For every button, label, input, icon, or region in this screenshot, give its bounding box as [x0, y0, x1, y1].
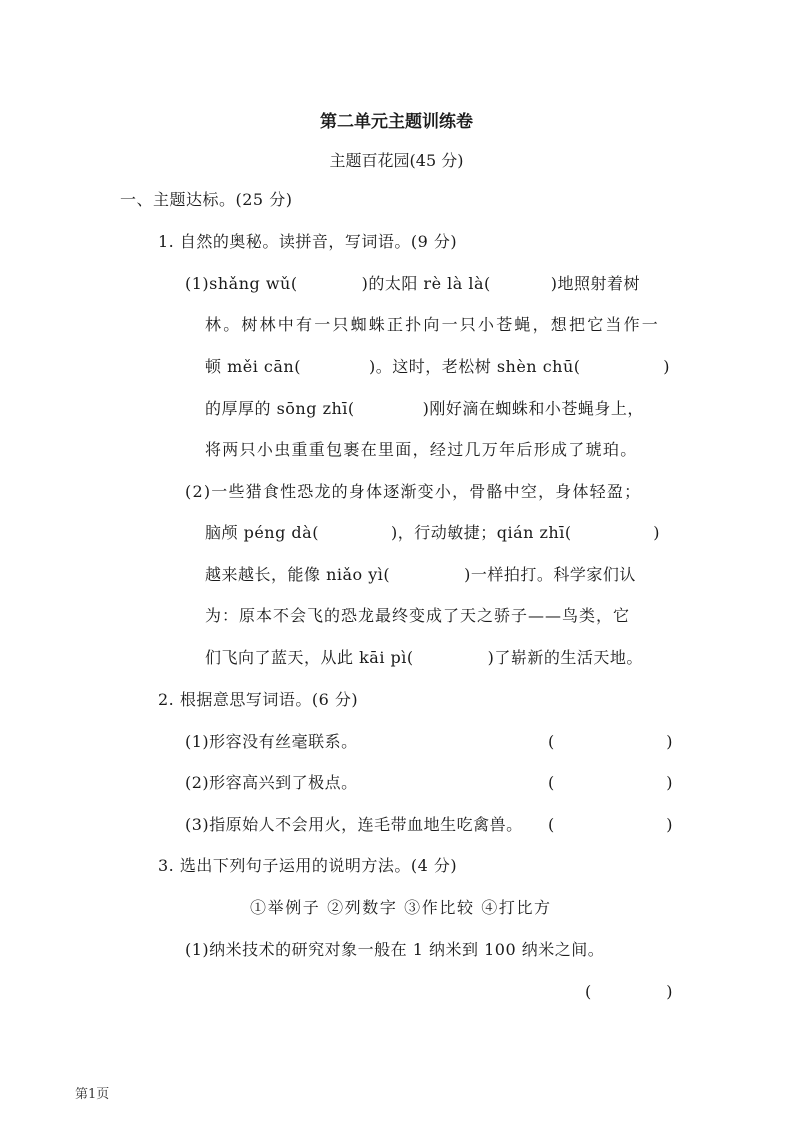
text: )的太阳 rè là là( [361, 274, 491, 293]
q1-p1-line5: 将两只小虫重重包裹在里面，经过几万年后形成了琥珀。 [205, 440, 638, 459]
text: ) [666, 732, 673, 751]
q3-item-text: (1)纳米技术的研究对象一般在 1 纳米到 100 纳米之间。 [185, 940, 605, 959]
text: ) [663, 357, 670, 376]
text: ) [666, 815, 673, 834]
text: )了崭新的生活天地。 [487, 648, 643, 667]
text: )刚好滴在蜘蛛和小苍蝇身上， [422, 399, 644, 418]
text: 顿 měi cān( [205, 357, 301, 376]
text: ) [653, 523, 660, 542]
page-title: 第二单元主题训练卷 [320, 112, 473, 132]
question-1-heading: 1. 自然的奥秘。读拼音，写词语。(9 分) [158, 232, 458, 251]
text: )，行动敏捷；qián zhī( [390, 523, 572, 542]
q1-p2-line3 [205, 565, 636, 585]
text: ( [585, 982, 592, 1001]
text: )。这时，老松树 shèn chū( [368, 357, 581, 376]
q1-p1-line1 [185, 274, 640, 294]
text: ( [548, 732, 555, 751]
text: )一样拍打。科学家们认 [464, 565, 636, 584]
q1-p2-line5 [205, 648, 643, 668]
q2-item [185, 815, 673, 835]
q2-item [185, 732, 673, 752]
page-subtitle: 主题百花园(45 分) [329, 151, 464, 170]
q3-item-answer [585, 982, 673, 1002]
text: ( [548, 773, 555, 792]
q1-p2-line4: 为：原本不会飞的恐龙最终变成了天之骄子——鸟类，它 [205, 606, 631, 625]
q1-p2-line2 [205, 523, 660, 543]
text: (1)shǎng wǔ( [185, 274, 298, 293]
q1-p1-line4 [205, 399, 644, 419]
text: )地照射着树 [550, 274, 641, 293]
page-number: 第1页 [75, 1087, 110, 1102]
section-heading: 一、主题达标。(25 分) [120, 190, 293, 209]
q1-p1-line3 [205, 357, 670, 377]
q1-p1-line2: 林。树林中有一只蜘蛛正扑向一只小苍蝇，想把它当作一 [205, 315, 661, 334]
text: 越来越长，能像 niǎo yì( [205, 565, 391, 584]
q1-p2-line1: (2)一些猎食性恐龙的身体逐渐变小，骨骼中空，身体轻盈； [185, 482, 642, 501]
text: 脑颅 péng dà( [205, 523, 319, 542]
q2-item [185, 773, 673, 793]
q3-options: ①举例子 ②列数字 ③作比较 ④打比方 [250, 898, 552, 917]
text: ) [666, 773, 673, 792]
text: (2)形容高兴到了极点。 [185, 773, 358, 792]
text: ( [548, 815, 555, 834]
text: 们飞向了蓝天，从此 kāi pì( [205, 648, 414, 667]
text: ) [666, 982, 673, 1001]
text: (1)形容没有丝毫联系。 [185, 732, 358, 751]
question-3-heading: 3. 选出下列句子运用的说明方法。(4 分) [158, 856, 458, 875]
question-2-heading: 2. 根据意思写词语。(6 分) [158, 690, 359, 709]
text: (3)指原始人不会用火，连毛带血地生吃禽兽。 [185, 815, 523, 834]
text: 的厚厚的 sōng zhī( [205, 399, 355, 418]
